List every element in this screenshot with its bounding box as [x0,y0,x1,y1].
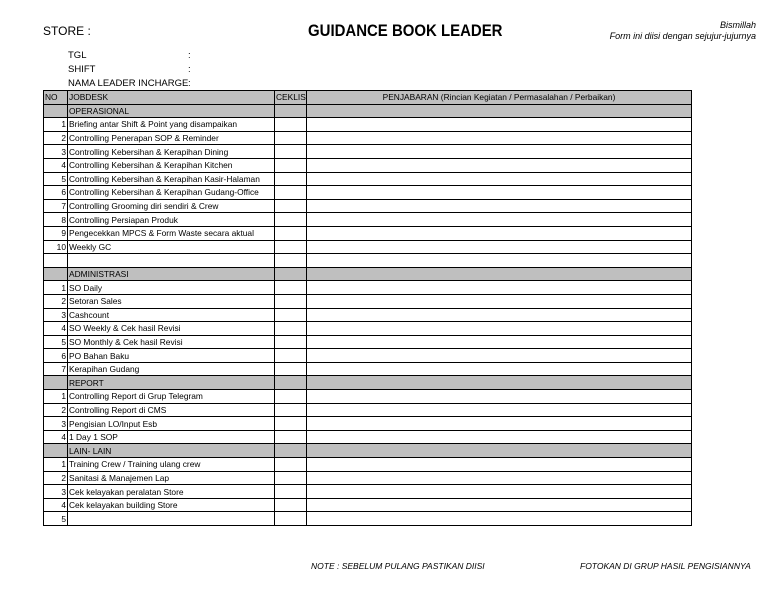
row-ceklis-cell[interactable] [275,349,307,363]
row-jobdesk: Setoran Sales [68,294,275,308]
row-ceklis-cell[interactable] [275,186,307,200]
row-penjabaran-cell[interactable] [307,471,692,485]
section-title: REPORT [68,376,275,390]
footer-note-left: NOTE : SEBELUM PULANG PASTIKAN DIISI [311,561,485,571]
row-ceklis-cell[interactable] [275,471,307,485]
row-penjabaran-cell[interactable] [307,512,692,526]
row-ceklis-cell[interactable] [275,417,307,431]
row-penjabaran-cell[interactable] [307,349,692,363]
table-row [44,131,692,145]
row-jobdesk: Controlling Report di Grup Telegram [68,390,275,404]
row-jobdesk: Controlling Report di CMS [68,403,275,417]
row-jobdesk: Controlling Persiapan Produk [68,213,275,227]
row-jobdesk: Controlling Penerapan SOP & Reminder [68,131,275,145]
row-ceklis-cell[interactable] [275,430,307,444]
row-jobdesk [68,254,275,268]
row-jobdesk: SO Weekly & Cek hasil Revisi [68,322,275,336]
row-jobdesk: Controlling Kebersihan & Kerapihan Kitchen [68,158,275,172]
row-ceklis-cell[interactable] [275,335,307,349]
row-ceklis-cell[interactable] [275,131,307,145]
row-jobdesk: Kerapihan Gudang [68,362,275,376]
row-ceklis-cell[interactable] [275,362,307,376]
row-number: 5 [44,512,68,526]
row-penjabaran-cell[interactable] [307,172,692,186]
row-ceklis-cell[interactable] [275,403,307,417]
row-number: 4 [44,430,68,444]
col-header-jobdesk: JOBDESK [68,91,275,105]
row-number: 1 [44,390,68,404]
row-jobdesk: PO Bahan Baku [68,349,275,363]
row-jobdesk: Controlling Kebersihan & Kerapihan Gudang-Office [68,186,275,200]
row-ceklis-cell[interactable] [275,172,307,186]
row-penjabaran-cell[interactable] [307,403,692,417]
row-penjabaran-cell[interactable] [307,430,692,444]
row-ceklis-cell[interactable] [275,226,307,240]
row-penjabaran-cell[interactable] [307,322,692,336]
table-row [44,294,692,308]
row-number: 2 [44,131,68,145]
row-penjabaran-cell[interactable] [307,158,692,172]
section-penjabaran-cell [307,444,692,458]
row-penjabaran-cell[interactable] [307,362,692,376]
row-number: 3 [44,145,68,159]
row-number: 4 [44,158,68,172]
row-penjabaran-cell[interactable] [307,213,692,227]
row-jobdesk: Controlling Kebersihan & Kerapihan Dining [68,145,275,159]
row-number: 2 [44,403,68,417]
row-jobdesk: Briefing antar Shift & Point yang disampaikan [68,118,275,132]
section-ceklis-cell [275,267,307,281]
row-jobdesk: Controlling Kebersihan & Kerapihan Kasir-Halaman [68,172,275,186]
row-penjabaran-cell[interactable] [307,294,692,308]
row-number: 5 [44,172,68,186]
table-row [44,458,692,472]
row-ceklis-cell[interactable] [275,322,307,336]
row-penjabaran-cell[interactable] [307,485,692,499]
row-ceklis-cell[interactable] [275,498,307,512]
row-number: 6 [44,186,68,200]
store-label: STORE : [43,24,91,38]
col-header-penjabaran: PENJABARAN (Rincian Kegiatan / Permasalahan / Perbaikan) [307,91,692,105]
col-header-no: NO [44,91,68,105]
table-row [44,199,692,213]
table-row [44,240,692,254]
info-tgl-label: TGL [68,50,87,61]
row-jobdesk [68,512,275,526]
row-ceklis-cell[interactable] [275,145,307,159]
table-row [44,390,692,404]
row-penjabaran-cell[interactable] [307,186,692,200]
section-row [44,444,692,458]
row-number [44,254,68,268]
section-no-cell [44,267,68,281]
info-shift-colon: : [188,64,191,75]
row-number: 1 [44,281,68,295]
row-number: 9 [44,226,68,240]
row-ceklis-cell[interactable] [275,485,307,499]
row-ceklis-cell[interactable] [275,240,307,254]
table-row [44,417,692,431]
section-ceklis-cell [275,104,307,118]
row-jobdesk: Weekly GC [68,240,275,254]
section-penjabaran-cell [307,104,692,118]
row-number: 4 [44,498,68,512]
row-jobdesk: Cek kelayakan building Store [68,498,275,512]
info-leader-colon: : [188,78,191,89]
section-ceklis-cell [275,444,307,458]
row-jobdesk: Controlling Grooming diri sendiri & Crew [68,199,275,213]
row-jobdesk: Sanitasi & Manajemen Lap [68,471,275,485]
info-shift [68,64,191,75]
row-ceklis-cell[interactable] [275,294,307,308]
row-ceklis-cell[interactable] [275,308,307,322]
table-row [44,145,692,159]
row-jobdesk: Cek kelayakan peralatan Store [68,485,275,499]
section-no-cell [44,376,68,390]
row-number: 8 [44,213,68,227]
info-tgl-colon: : [188,50,191,61]
row-penjabaran-cell[interactable] [307,199,692,213]
row-ceklis-cell[interactable] [275,158,307,172]
section-title: ADMINISTRASI [68,267,275,281]
table-row [44,485,692,499]
table-row [44,308,692,322]
table-row [44,471,692,485]
row-ceklis-cell[interactable] [275,458,307,472]
row-number: 1 [44,458,68,472]
section-no-cell [44,444,68,458]
row-number: 7 [44,199,68,213]
section-penjabaran-cell [307,267,692,281]
info-leader-label: NAMA LEADER INCHARGE [68,78,189,89]
table-row [44,213,692,227]
table-row [44,226,692,240]
row-ceklis-cell[interactable] [275,254,307,268]
row-number: 1 [44,118,68,132]
table-row [44,322,692,336]
row-jobdesk: Cashcount [68,308,275,322]
row-ceklis-cell[interactable] [275,512,307,526]
info-leader [68,78,191,89]
row-jobdesk: Pengecekkan MPCS & Form Waste secara aktual [68,226,275,240]
table-row [44,281,692,295]
section-row [44,267,692,281]
row-penjabaran-cell[interactable] [307,131,692,145]
row-number: 6 [44,349,68,363]
table-row [44,254,692,268]
table-row [44,172,692,186]
row-jobdesk: SO Monthly & Cek hasil Revisi [68,335,275,349]
table-row [44,403,692,417]
row-penjabaran-cell[interactable] [307,498,692,512]
row-number: 5 [44,335,68,349]
row-number: 4 [44,322,68,336]
col-header-ceklis: CEKLIS [276,92,306,103]
section-row [44,104,692,118]
row-penjabaran-cell[interactable] [307,118,692,132]
row-penjabaran-cell[interactable] [307,281,692,295]
row-number: 7 [44,362,68,376]
table-row [44,430,692,444]
row-penjabaran-cell[interactable] [307,145,692,159]
row-number: 3 [44,308,68,322]
row-penjabaran-cell[interactable] [307,226,692,240]
table-row [44,335,692,349]
section-penjabaran-cell [307,376,692,390]
row-jobdesk: Pengisian LO/Input Esb [68,417,275,431]
section-row [44,376,692,390]
row-penjabaran-cell[interactable] [307,308,692,322]
table-row [44,498,692,512]
row-ceklis-cell[interactable] [275,213,307,227]
footer-note-right: FOTOKAN DI GRUP HASIL PENGISIANNYA [580,561,751,571]
row-ceklis-cell[interactable] [275,199,307,213]
row-jobdesk: Training Crew / Training ulang crew [68,458,275,472]
row-penjabaran-cell[interactable] [307,240,692,254]
row-number: 3 [44,417,68,431]
row-ceklis-cell[interactable] [275,390,307,404]
table-row [44,512,692,526]
row-ceklis-cell[interactable] [275,281,307,295]
row-number: 3 [44,485,68,499]
form-note: Form ini diisi dengan sejujur-jujurnya [609,31,756,41]
section-title: OPERASIONAL [68,104,275,118]
page-title: GUIDANCE BOOK LEADER [308,21,503,40]
row-penjabaran-cell[interactable] [307,335,692,349]
row-ceklis-cell[interactable] [275,118,307,132]
table-row [44,362,692,376]
row-number: 2 [44,471,68,485]
table-row [44,186,692,200]
row-penjabaran-cell[interactable] [307,254,692,268]
section-no-cell [44,104,68,118]
row-penjabaran-cell[interactable] [307,417,692,431]
table-row [44,118,692,132]
row-number: 10 [44,240,68,254]
row-penjabaran-cell[interactable] [307,458,692,472]
info-shift-label: SHIFT [68,64,96,75]
section-ceklis-cell [275,376,307,390]
bismillah-text: Bismillah [719,20,756,30]
info-tgl [68,50,191,61]
section-title: LAIN- LAIN [68,444,275,458]
table-row [44,158,692,172]
row-number: 2 [44,294,68,308]
table-row [44,349,692,363]
row-penjabaran-cell[interactable] [307,390,692,404]
jobdesk-table [43,90,692,526]
row-jobdesk: SO Daily [68,281,275,295]
row-jobdesk: 1 Day 1 SOP [68,430,275,444]
table-header-row [44,91,692,105]
